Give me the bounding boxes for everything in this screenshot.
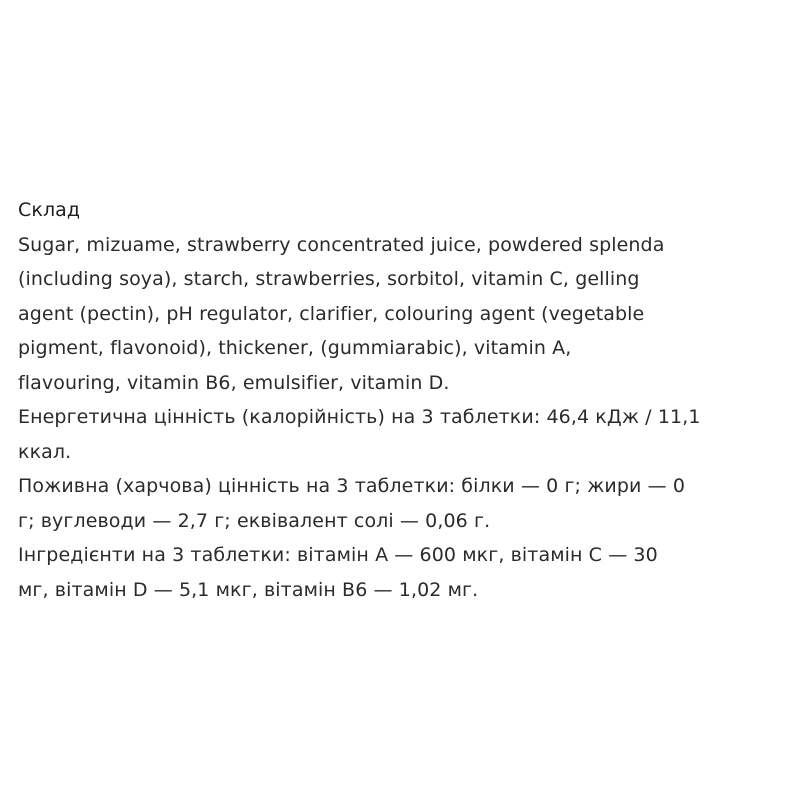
ingredients-line: мг, вітамін D — 5,1 мкг, вітамін B6 — 1,02 мг. [18,578,479,601]
nutrition-value-text [18,469,793,538]
nutrition-line: Поживна (харчова) цінність на 3 таблетки: білки — 0 г; жири — 0 [18,475,686,497]
composition-text [18,228,793,401]
composition-line: pigment, flavonoid), thickener, (gummiarabic), vitamin A, [18,337,572,359]
product-info [18,193,793,607]
composition-line: flavouring, vitamin B6, emulsifier, vitamin D. [18,371,450,394]
ingredients-text [18,538,793,607]
composition-line: (including soya), starch, strawberries, sorbitol, vitamin C, gelling [18,268,640,290]
composition-line: Sugar, mizuame, strawberry concentrated juice, powdered splenda [18,233,665,256]
composition-line: agent (pectin), pH regulator, clarifier, colouring agent (vegetable [18,302,645,325]
energy-value-text [18,400,793,469]
ingredients-line: Інгредієнти на 3 таблетки: вітамін A — 600 мкг, вітамін C — 30 [18,544,658,566]
section-title: Склад [18,199,81,221]
energy-line: ккал. [18,440,72,463]
energy-line: Енергетична цінність (калорійність) на 3 таблетки: 46,4 кДж / 11,1 [18,406,701,428]
nutrition-line: г; вуглеводи — 2,7 г; еквівалент солі — 0,06 г. [18,509,491,532]
